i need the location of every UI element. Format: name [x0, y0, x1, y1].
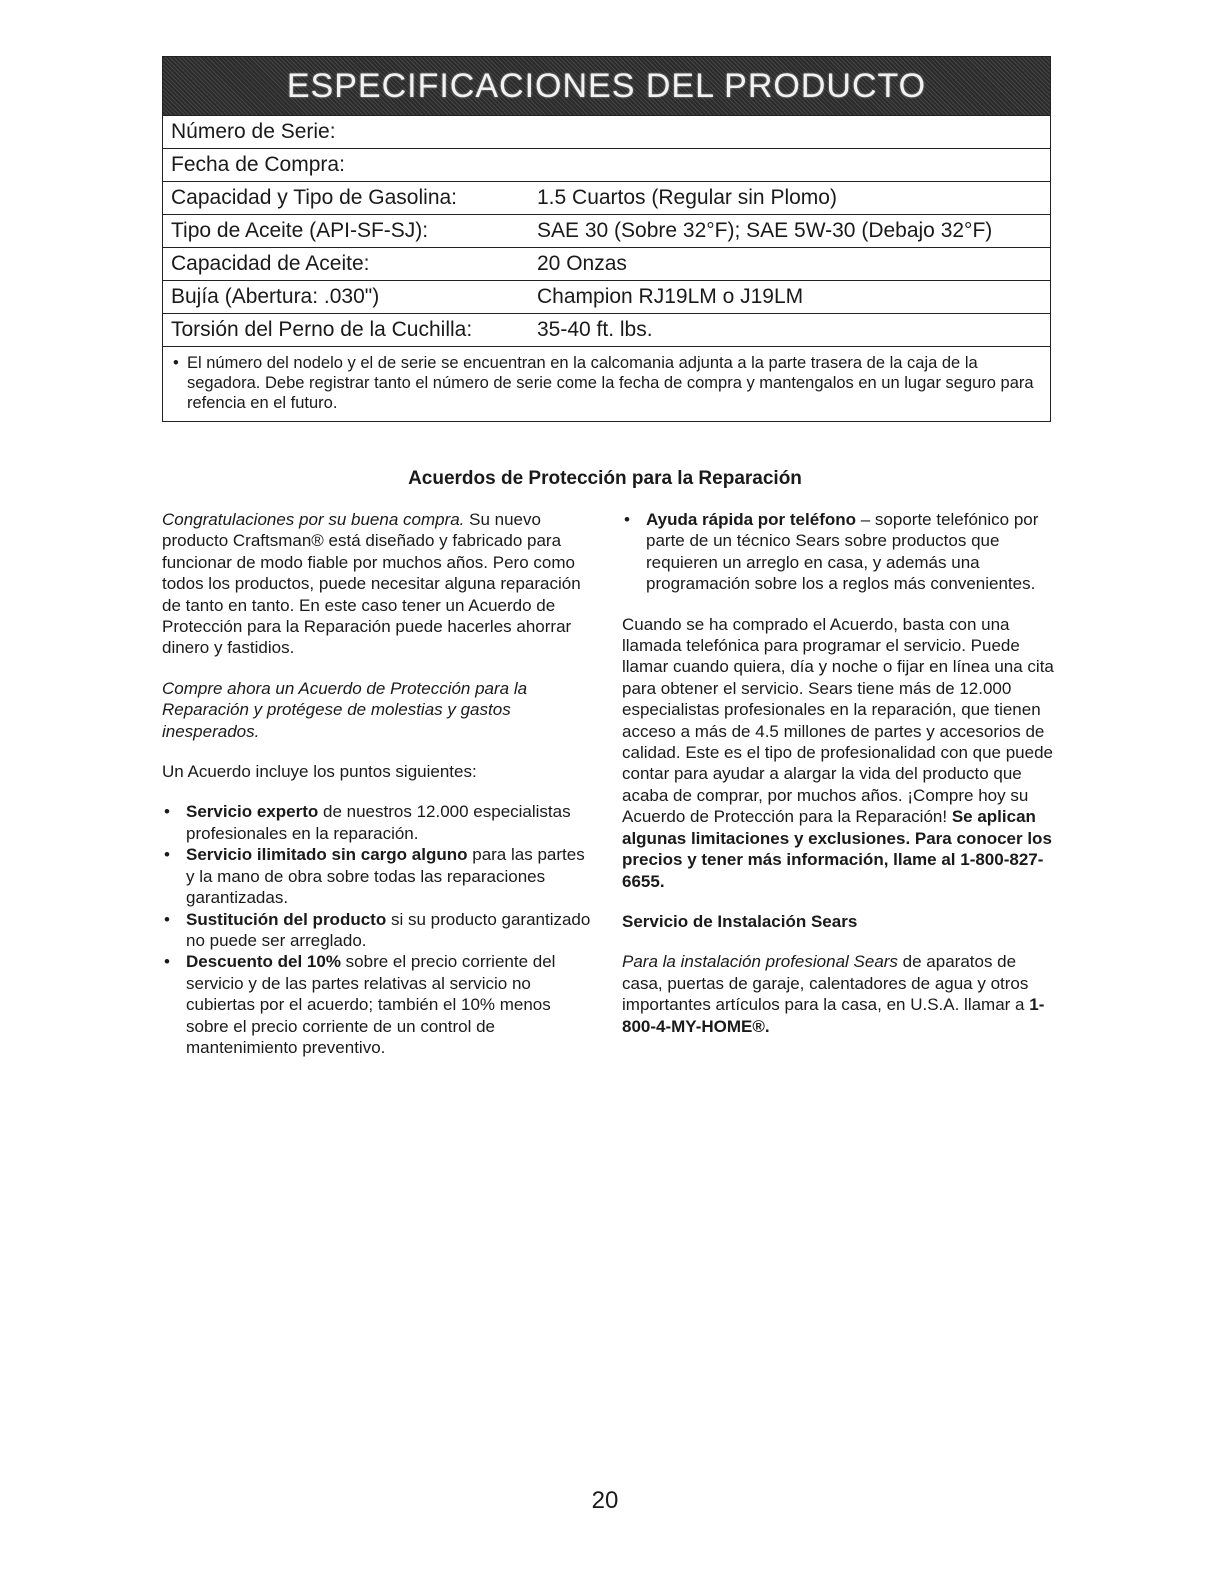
intro-paragraph	[162, 509, 592, 659]
spec-note	[163, 346, 1050, 421]
list-item-text: de nuestros 12.000 especialistas profesionales en la reparación.	[186, 802, 571, 843]
list-item-text: para las partes y la mano de obra sobre todas las reparaciones garantizadas.	[186, 845, 585, 908]
spec-row	[163, 313, 1050, 346]
list-item	[162, 951, 592, 1058]
list-item	[622, 509, 1054, 595]
list-item-bold: Descuento del 10%	[186, 952, 341, 972]
left-column	[162, 509, 592, 1058]
spec-label: Tipo de Aceite (API-SF-SJ):	[171, 219, 429, 242]
list-item-text: sobre el precio corriente del servicio y de las partes relativas al servicio no cubiertas por el acuerdo; también el 10% menos sobre el precio corriente de un control de mantenimiento preventivo.	[186, 952, 556, 1057]
bullet-icon: •	[173, 354, 179, 372]
installation-heading: Servicio de Instalación Sears	[622, 911, 858, 931]
installation-phone: 1-800-4-MY-HOME®.	[622, 995, 1045, 1036]
spec-row	[163, 115, 1050, 148]
spec-row	[163, 181, 1050, 214]
spec-label: Capacidad y Tipo de Gasolina:	[171, 186, 458, 209]
list-item-bold: Sustitución del producto	[186, 909, 387, 929]
spec-note-text: El número del nodelo y el de serie se encuentran en la calcomania adjunta a la parte trasera de la caja de la segadora. Debe registrar tanto el número de serie come la fecha de compra y mantengalos en un lugar seguro para refencia en el futuro.	[187, 354, 1034, 412]
spec-title: ESPECIFICACIONES DEL PRODUCTO	[286, 66, 927, 105]
spec-value: 1.5 Cuartos (Regular sin Plomo)	[537, 186, 837, 209]
spec-label: Bujía (Abertura: .030")	[171, 285, 380, 308]
agreement-bold-text: Se aplican algunas limitaciones y exclusiones. Para conocer los precios y tener más información, llame al 1-800-827-6655.	[622, 807, 1052, 891]
spec-value: Champion RJ19LM o J19LM	[537, 285, 804, 308]
spec-row	[163, 280, 1050, 313]
installation-italic: Para la instalación profesional Sears	[622, 952, 898, 972]
spec-row	[163, 247, 1050, 280]
list-item-bold: Servicio ilimitado sin cargo alguno	[186, 845, 468, 865]
right-column	[622, 509, 1054, 1056]
list-item	[162, 844, 592, 908]
list-item-text: si su producto garantizado no puede ser arreglado.	[186, 909, 591, 950]
intro-text: Su nuevo producto Craftsman® está diseñado y fabricado para funcionar de modo fiable por muchos años. Pero como todos los productos, puede necesitar alguna reparación de tanto en tanto. En este caso tener un Acuerdo de Protección para la Reparación puede hacerles ahorrar dinero y fastidios.	[162, 510, 581, 658]
product-specifications-table	[162, 56, 1051, 422]
list-item	[162, 801, 592, 844]
list-item-bold: Ayuda rápida por teléfono	[646, 510, 857, 529]
installation-text: de aparatos de casa, puertas de garaje, calentadores de agua y otros importantes artículos para la casa, en U.S.A. llamar a	[622, 952, 1030, 1015]
spec-header	[163, 57, 1050, 115]
spec-row	[163, 214, 1050, 247]
spec-value: SAE 30 (Sobre 32°F); SAE 5W-30 (Debajo 32°F)	[537, 219, 993, 242]
list-item-bold: Servicio experto	[186, 802, 319, 822]
spec-label: Torsión del Perno de la Cuchilla:	[171, 318, 473, 341]
installation-paragraph	[622, 951, 1054, 1037]
spec-label: Fecha de Compra:	[171, 153, 345, 176]
spec-label: Número de Serie:	[171, 120, 336, 143]
spec-value: 35-40 ft. lbs.	[537, 318, 653, 341]
includes-paragraph: Un Acuerdo incluye los puntos siguientes:	[162, 762, 477, 782]
phone-help-list	[622, 509, 1054, 595]
agreement-paragraph	[622, 614, 1054, 892]
page-number: 20	[591, 1487, 619, 1514]
benefits-list	[162, 801, 592, 1058]
list-item	[162, 909, 592, 952]
intro-italic: Congratulaciones por su buena compra.	[162, 510, 465, 529]
section-title: Acuerdos de Protección para la Reparación	[408, 468, 802, 489]
list-item-text: – soporte telefónico por parte de un técnico Sears sobre productos que requieren un arreglo en casa, y además una programación sobre los a reglos más convenientes.	[646, 510, 1039, 594]
spec-label: Capacidad de Aceite:	[171, 252, 370, 275]
promo-paragraph: Compre ahora un Acuerdo de Protección para la Reparación y protégese de molestias y gastos inesperados.	[162, 678, 528, 741]
agreement-text: Cuando se ha comprado el Acuerdo, basta con una llamada telefónica para programar el servicio. Puede llamar cuando quiera, día y noche o fijar en línea una cita para obtener el servicio. Sears tiene más de 12.000 especialistas profesionales en la reparación, que tienen acceso a más de 4.5 millones de partes y accesorios de calidad. Este es el tipo de profesionalidad con que puede contar para ayudar a alargar la vida del producto que acaba de comprar, por muchos años. ¡Compre hoy su Acuerdo de Protección para la Reparación!	[622, 614, 1054, 827]
spec-value: 20 Onzas	[537, 252, 627, 275]
spec-row	[163, 148, 1050, 181]
